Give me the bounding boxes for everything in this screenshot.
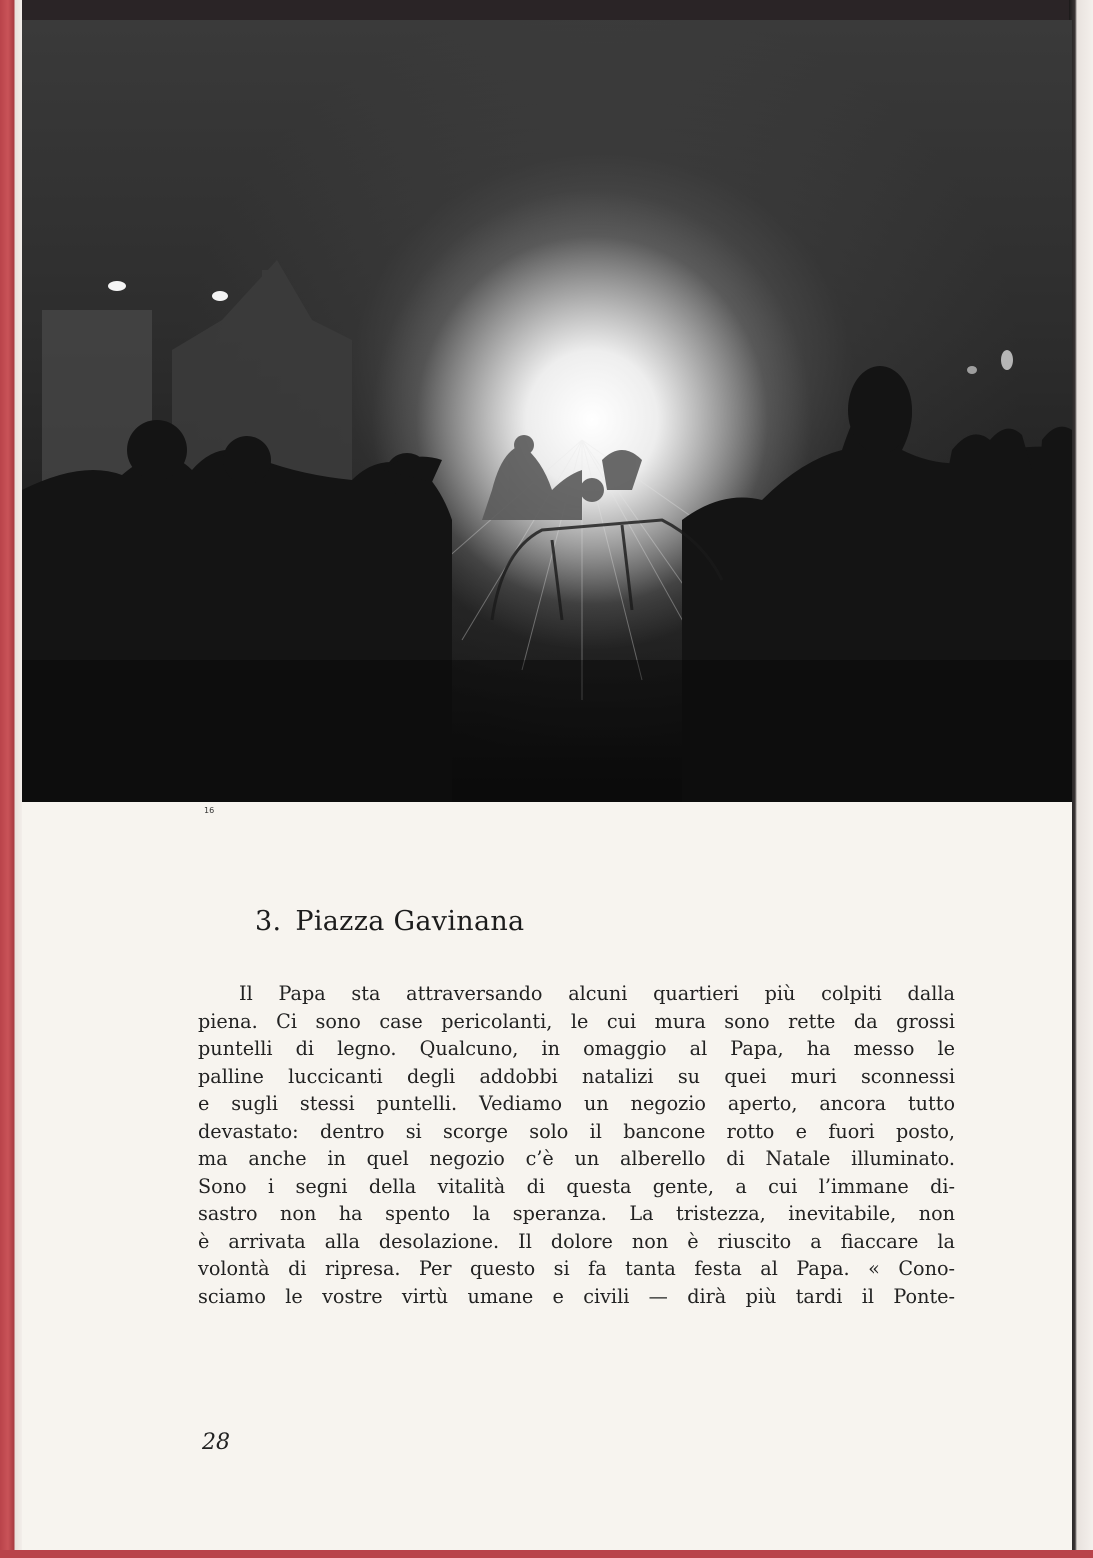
paragraph-line: volontà di ripresa. Per questo si fa tanta festa al Papa. « Cono- — [198, 1257, 955, 1280]
paragraph-line: puntelli di legno. Qualcuno, in omaggio al Papa, ha messo le — [198, 1037, 955, 1060]
chapter-number: 3. — [255, 906, 282, 937]
page-stack-edge — [1069, 0, 1093, 1558]
chapter-paragraph — [198, 980, 955, 1310]
paragraph-line: e sugli stessi puntelli. Vediamo un negozio aperto, ancora tutto — [198, 1092, 955, 1115]
chapter-heading — [255, 906, 524, 937]
photo-scene — [22, 20, 1072, 802]
paragraph-line: Il Papa sta attraversando alcuni quartieri più colpiti dalla — [239, 982, 955, 1005]
book-bottom-edge — [0, 1550, 1093, 1558]
night-crowd-photo — [22, 20, 1072, 802]
paragraph-line: ma anche in quel negozio c’è un alberello di Natale illuminato. — [198, 1147, 955, 1170]
paragraph-line: Sono i segni della vitalità di questa gente, a cui l’immane di- — [198, 1174, 955, 1198]
paragraph-line: è arrivata alla desolazione. Il dolore non è riuscito a fiaccare la — [198, 1229, 955, 1253]
photo-caption-number: 16 — [204, 806, 215, 815]
paragraph-line: sastro non ha spento la speranza. La tristezza, inevitabile, non — [198, 1202, 955, 1225]
chapter-title: Piazza Gavinana — [295, 906, 525, 937]
book-page — [22, 20, 1072, 1552]
paragraph-line: piena. Ci sono case pericolanti, le cui mura sono rette da grossi — [198, 1009, 955, 1033]
paragraph-line: palline luccicanti degli addobbi natalizi su quei muri sconnessi — [198, 1064, 955, 1088]
paragraph-line: devastato: dentro si scorge solo il bancone rotto e fuori posto, — [198, 1119, 955, 1143]
paragraph-line: sciamo le vostre virtù umane e civili — dirà più tardi il Ponte- — [198, 1284, 955, 1308]
book-cover-edge — [0, 0, 22, 1558]
page-number: 28 — [202, 1430, 230, 1455]
